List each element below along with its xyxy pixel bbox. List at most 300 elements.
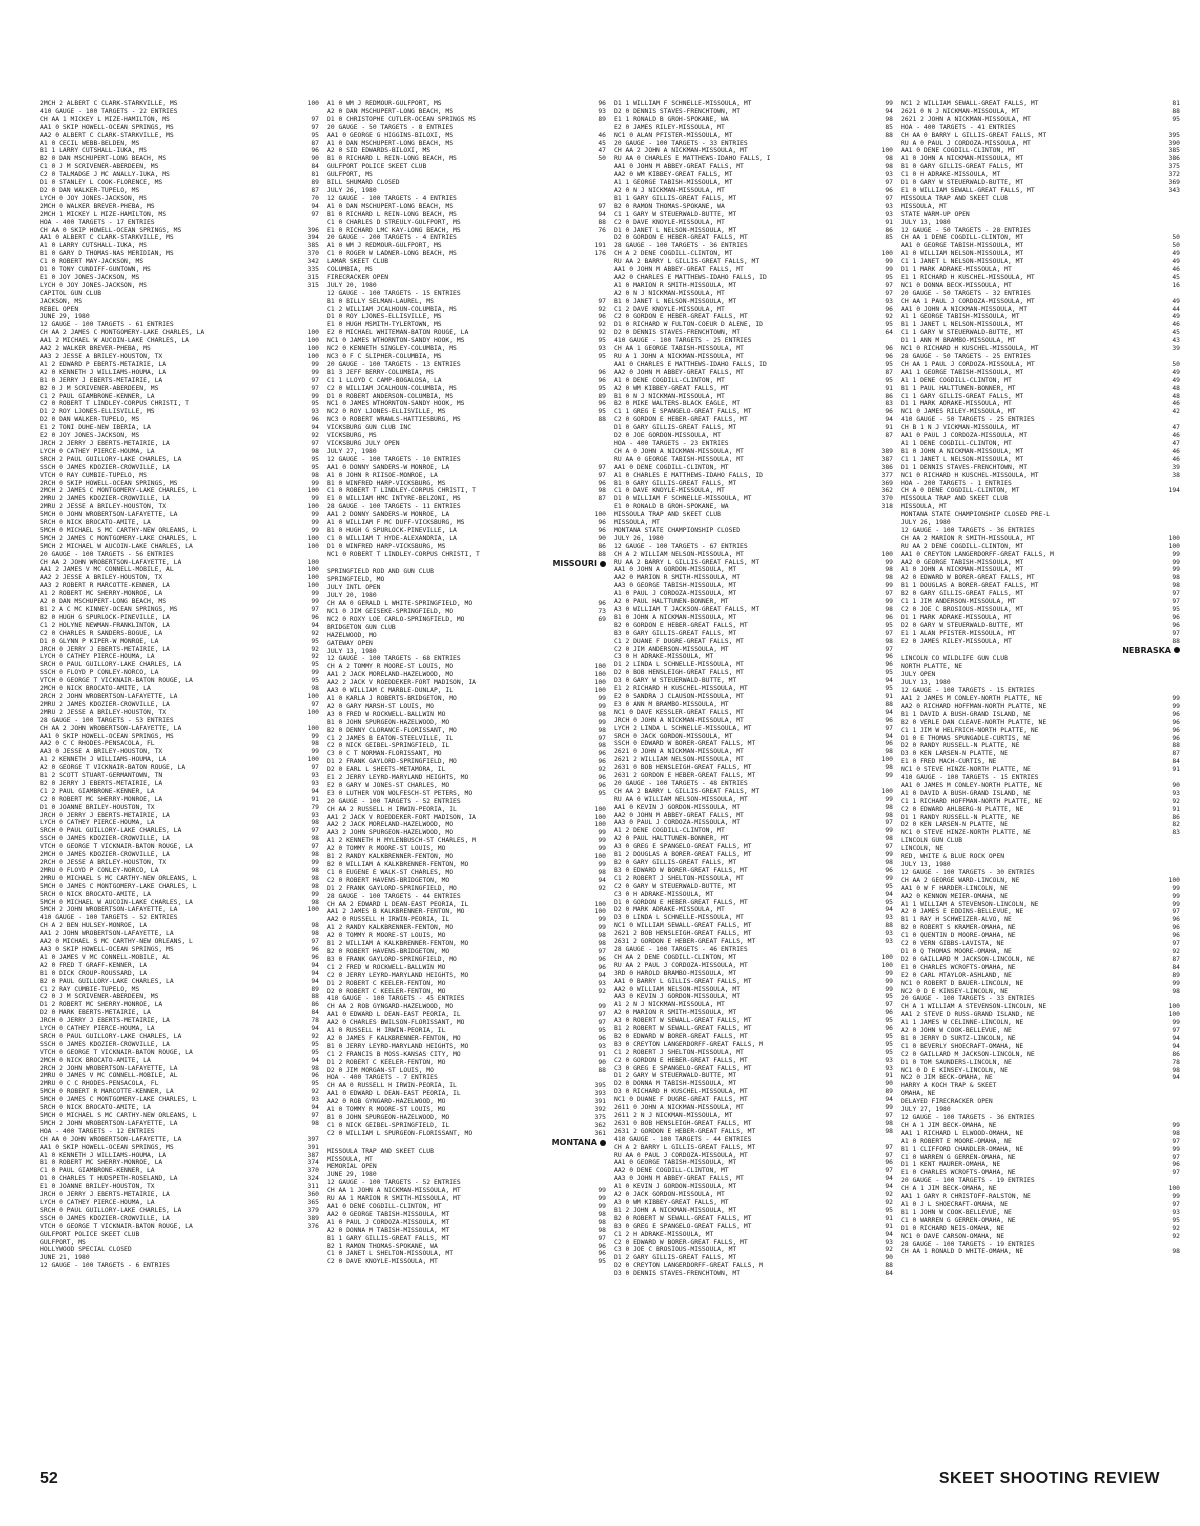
result-text: AA1 0 DENE COGDILL-CLINTON, MT — [614, 463, 729, 471]
result-text: 5MCH 2 JOHN WROBERTSON-LAFAYETTE, LA — [40, 906, 178, 914]
result-score — [588, 274, 606, 282]
result-text: B1 0 DICK CROUP-ROUSSARD, LA — [40, 969, 147, 977]
result-text: AA1 0 SKIP HOWELL-OCEAN SPRINGS, MS — [40, 732, 174, 740]
result-score: 376 — [307, 1222, 319, 1230]
result-text: 2631 0 BOB HENSLEIGH-GREAT FALLS, MT — [614, 764, 752, 772]
result-score: 99 — [311, 669, 319, 677]
result-score: 85 — [885, 234, 893, 242]
result-line — [614, 622, 893, 630]
result-line — [614, 1159, 893, 1167]
result-text: B2 0 GORDON E HEBER-GREAT FALLS, MT — [614, 621, 748, 629]
result-score: 98 — [598, 868, 606, 876]
result-line — [614, 163, 893, 171]
result-line — [901, 758, 1180, 766]
result-text: B1 1 JOHN W COOK-BELLEVUE, NE — [901, 1208, 1012, 1216]
result-score: 96 — [598, 376, 606, 384]
result-line — [614, 740, 893, 748]
result-text: AA2 0 WM KIBBEY-GREAT FALLS, MT — [614, 171, 733, 179]
result-score: 97 — [598, 947, 606, 955]
result-line — [40, 369, 319, 377]
result-line — [40, 962, 319, 970]
result-line — [901, 519, 1180, 527]
result-score: 98 — [598, 742, 606, 750]
result-text: C1 2 RAY CUMBIE-TUPELO, MS — [40, 985, 140, 993]
result-line — [901, 806, 1180, 814]
result-line — [40, 1025, 319, 1033]
result-line — [614, 1065, 893, 1073]
result-text: D1 0 CHRISTOPHE CUTLER-OCEAN SPRINGS MS — [327, 115, 476, 123]
result-line — [327, 861, 606, 869]
result-score — [1162, 495, 1180, 503]
result-score: 99 — [311, 519, 319, 527]
result-score: 98 — [311, 685, 319, 693]
result-score: 100 — [307, 100, 319, 107]
result-score: 97 — [311, 439, 319, 447]
result-line — [901, 440, 1180, 448]
result-line — [40, 1159, 319, 1167]
result-text: VTCH 0 GEORGE T VICKNAIR-BATON ROUGE, LA — [40, 1222, 193, 1230]
result-line — [614, 108, 893, 116]
result-text: CH AA 1 JOHN A NICKMAN-MISSOULA, MT — [327, 1187, 461, 1195]
result-score: 88 — [1172, 637, 1180, 645]
result-score: 99 — [885, 598, 893, 606]
result-line — [40, 1144, 319, 1152]
result-score: 92 — [885, 1198, 893, 1206]
result-score: 97 — [311, 606, 319, 613]
result-score — [1162, 869, 1180, 877]
result-line — [40, 1033, 319, 1041]
result-text: SPRINGFIELD ROD AND GUN CLUB — [327, 568, 434, 576]
result-score: 98 — [885, 637, 893, 645]
result-text: A2 0 GEORGE T VICKNAIR-BATON ROUGE, LA — [40, 764, 186, 772]
result-score: 97 — [311, 210, 319, 218]
result-line — [40, 764, 319, 772]
result-line — [327, 829, 606, 837]
result-score — [1162, 663, 1180, 671]
result-text: D1 2 GARY GILLIS-GREAT FALLS, MT — [614, 1254, 737, 1262]
result-score: 76 — [598, 226, 606, 234]
result-line — [40, 693, 319, 701]
result-score: 93 — [885, 930, 893, 938]
result-score: 96 — [598, 519, 606, 527]
result-text: D1 0 ROY LJONES-ELLISVILLE, MS — [327, 313, 442, 321]
result-text: JUNE 29, 1980 — [327, 1171, 377, 1179]
result-text: C1 1 JIM ANDERSON-MISSOULA, MT — [901, 598, 1016, 606]
result-line — [40, 179, 319, 187]
result-score: 96 — [598, 758, 606, 766]
result-score: 96 — [885, 186, 893, 194]
result-line — [614, 503, 893, 511]
result-text: B1 2 RANDY KALKBRENNER-FENTON, MO — [327, 853, 454, 861]
result-text: C2 0 WILLIAM L SPURGEON-FLORISSANT, MO — [327, 1129, 473, 1137]
result-line — [614, 480, 893, 488]
result-score: 100 — [1168, 1185, 1180, 1193]
result-line — [327, 511, 606, 519]
result-score: 96 — [885, 653, 893, 661]
result-line — [327, 845, 606, 853]
result-score: 99 — [1172, 884, 1180, 892]
result-text: B1 2 ROBERT W SEWALL-GREAT FALLS, MT — [614, 1025, 752, 1033]
result-text: JRCH 2 JERRY J EBERTS-METAIRIE, LA — [40, 439, 170, 447]
result-line — [40, 646, 319, 654]
result-text: D1 2 FRANK GAYLORD-SPRINGFIELD, MO — [327, 758, 457, 766]
result-line — [40, 242, 319, 250]
result-score: 100 — [881, 550, 893, 558]
result-line — [901, 814, 1180, 822]
result-text: AA2 0 JOHN M ABBEY-GREAT FALLS, MT — [614, 368, 744, 376]
result-text: 12 GAUGE - 100 TARGETS - 15 ENTRIES — [901, 687, 1035, 695]
result-line — [40, 385, 319, 393]
result-text: JULY 13, 1980 — [901, 861, 951, 868]
result-line — [327, 1250, 606, 1258]
result-line — [614, 1049, 893, 1057]
result-text: A1 0 J L SHOECRAFT-OMAHA, NE — [901, 1200, 1008, 1208]
result-text: C2 0 JERRY LEYRD-MARYLAND HEIGHTS, MO — [327, 971, 469, 979]
result-text: CH A 2 WILLIAM NELSON-MISSOULA, MT — [614, 550, 744, 558]
result-line — [614, 1009, 893, 1017]
result-line — [901, 655, 1180, 663]
result-line — [40, 543, 319, 551]
result-line — [40, 899, 319, 907]
result-score: 99 — [311, 511, 319, 519]
result-score: 73 — [598, 608, 606, 615]
result-line — [614, 377, 893, 385]
result-score — [1162, 195, 1180, 203]
result-text: C2 0 DAVE KNOYLE-MISSOULA, MT — [327, 1258, 438, 1266]
result-score: 92 — [598, 766, 606, 774]
result-text: A1 0 JOHN R RIISOE-MONROE, LA — [327, 471, 438, 479]
result-text: D3 0 GARY W STEUERWALD-BUTTE, MT — [614, 677, 737, 685]
result-text: C2 0 WILLIAM JCALHOUN-COLUMBIA, MS — [327, 384, 457, 392]
result-line — [327, 837, 606, 845]
result-text: C1 2 JAMES B EATON-STEELVILLE, IL — [327, 734, 454, 742]
result-score — [875, 543, 893, 551]
result-line — [327, 600, 606, 608]
result-score: 98 — [1172, 1066, 1180, 1074]
result-line — [614, 456, 893, 464]
result-line — [901, 250, 1180, 258]
result-score: 100 — [1168, 1011, 1180, 1019]
result-text: NC1 0 STEVE HINZE-NORTH PLATTE, NE — [901, 829, 1031, 837]
result-line — [901, 108, 1180, 116]
result-line — [901, 385, 1180, 393]
result-line — [327, 988, 606, 996]
result-text: A1 2 ROBERT MC SHERRY-MONROE, LA — [40, 590, 163, 598]
result-score: 84 — [885, 1270, 893, 1278]
result-line — [614, 859, 893, 867]
result-line — [327, 742, 606, 750]
result-line — [327, 495, 606, 503]
result-text: A2 0 JAMES F KALKBRENNER-FENTON, MO — [327, 1034, 461, 1042]
result-score: 98 — [311, 851, 319, 859]
result-score: 96 — [885, 716, 893, 724]
result-line — [614, 132, 893, 140]
result-line — [614, 582, 893, 590]
result-text: D1 0 CHARLES T HUDSPETH-ROSELAND, LA — [40, 1175, 178, 1183]
result-line — [614, 796, 893, 804]
result-line — [327, 132, 606, 140]
result-score: 97 — [1172, 1153, 1180, 1161]
result-line — [901, 988, 1180, 996]
result-line — [614, 1041, 893, 1049]
result-line — [614, 313, 893, 321]
result-score — [1162, 1098, 1180, 1106]
result-score: 86 — [598, 542, 606, 550]
result-line — [614, 590, 893, 598]
result-score: 97 — [598, 297, 606, 305]
result-text: C1 1 JANET L NELSON-MISSOULA, MT — [901, 455, 1024, 463]
result-score: 42 — [1172, 408, 1180, 416]
result-score: 92 — [311, 645, 319, 653]
result-text: NC1 0 RICHARD H KUSCHEL-MISSOULA, MT — [901, 345, 1039, 353]
result-score: 95 — [598, 1258, 606, 1266]
result-score — [875, 440, 893, 448]
result-text: A1 0 WILLIAM NELSON-MISSOULA, MT — [901, 250, 1024, 258]
result-line — [327, 663, 606, 671]
result-score: 95 — [311, 1080, 319, 1088]
result-score: 97 — [1172, 1027, 1180, 1035]
results-column-2 — [327, 100, 606, 1440]
result-line — [327, 116, 606, 124]
result-line — [40, 843, 319, 851]
result-line — [327, 337, 606, 345]
result-line — [901, 679, 1180, 687]
result-score: 96 — [598, 1242, 606, 1250]
result-line — [40, 669, 319, 677]
result-text: D2 0 RANDY RUSSELL-N PLATTE, NE — [901, 742, 1020, 750]
result-text: AA1 0 CHARLES E MATTHEWS-IDAHO FALLS, ID — [614, 360, 767, 368]
result-text: JULY 27, 1980 — [901, 1106, 951, 1114]
result-line — [901, 1193, 1180, 1201]
result-score: 86 — [885, 392, 893, 400]
result-score: 44 — [1172, 305, 1180, 313]
result-text: RU AA 0 GEORGE TABISH-MISSOULA, MT — [614, 455, 744, 463]
result-line — [327, 1203, 606, 1211]
result-score — [1162, 353, 1180, 361]
result-text: A2 0 GARY MARSH-ST LOUIS, MO — [327, 702, 434, 710]
result-line — [901, 703, 1180, 711]
result-text: LYCH 0 CATHEY PIERCE-HOUMA, LA — [40, 653, 155, 661]
result-line — [901, 1225, 1180, 1233]
result-line — [614, 242, 893, 250]
result-score: 99 — [885, 266, 893, 274]
result-line — [901, 877, 1180, 885]
result-line — [327, 608, 606, 616]
result-text: AA1 2 JACK MORELAND-HAZELWOOD, MO — [327, 671, 454, 679]
result-line — [614, 487, 893, 495]
result-score: 38 — [1172, 471, 1180, 479]
result-line — [40, 582, 319, 590]
result-line — [327, 400, 606, 408]
result-score: 96 — [1172, 726, 1180, 734]
result-line — [40, 306, 319, 314]
result-score: 385 — [307, 242, 319, 250]
result-score: 98 — [311, 835, 319, 843]
result-score: 93 — [885, 1056, 893, 1064]
result-line — [327, 1011, 606, 1019]
result-text: A2 0 DAN MSCHUPERT-LONG BEACH, MS — [327, 107, 454, 115]
result-text: 2MCH 2 ALBERT C CLARK-STARKVILLE, MS — [40, 100, 178, 107]
result-text: B1 2 A C MC KINNEY-OCEAN SPRINGS, MS — [40, 606, 178, 613]
result-text: CH A 2 DENE COGDILL-CLINTON, MT — [614, 250, 733, 258]
result-text: D2 0 DAN WALKER-TUPELO, MS — [40, 186, 140, 194]
result-text: CH AA 1 GEORGE TABISH-MISSOULA, MT — [614, 345, 744, 353]
result-score: 98 — [311, 882, 319, 890]
result-score: 47 — [1172, 424, 1180, 432]
result-line — [614, 1025, 893, 1033]
result-line — [327, 219, 606, 227]
result-line — [614, 717, 893, 725]
result-score: 97 — [311, 843, 319, 851]
result-text: 12 GAUGE - 100 TARGETS - 61 ENTRIES — [40, 321, 174, 329]
result-text: 12 GAUGE - 100 TARGETS - 30 ENTRIES — [901, 868, 1035, 876]
result-score: 96 — [1172, 621, 1180, 629]
result-line — [614, 329, 893, 337]
result-score: 176 — [594, 250, 606, 258]
result-line — [901, 1051, 1180, 1059]
result-text: B3 0 CREYTON LANGERDORFF-GREAT FALLS, M — [614, 1040, 763, 1048]
result-line — [40, 535, 319, 543]
result-text: C2 0 J M SCRIVENER-ABERDEEN, MS — [40, 993, 159, 1001]
results-column-3 — [614, 100, 893, 1440]
result-text: A2 0 DAN MSCHUPERT-LONG BEACH, MS — [40, 598, 167, 606]
result-text: 12 GAUGE - 100 TARGETS - 6 ENTRIES — [40, 1262, 170, 1270]
result-text: D1 0 TOM SAUNDERS-LINCOLN, NE — [901, 1058, 1012, 1066]
result-line — [901, 574, 1180, 582]
result-line — [40, 1104, 319, 1112]
result-score: 92 — [598, 321, 606, 329]
result-line — [901, 203, 1180, 211]
result-line — [614, 638, 893, 646]
result-text: B2 0 RAMON THOMAS-SPOKANE, WA — [614, 202, 725, 210]
result-line — [327, 155, 606, 163]
result-text: AA1 0 GEORGE TABISH-MISSOULA, MT — [901, 242, 1024, 250]
result-text: 28 GAUGE - 100 TARGETS - 44 ENTRIES — [327, 892, 461, 900]
result-line — [40, 250, 319, 258]
result-score: 93 — [885, 297, 893, 305]
result-score: 94 — [885, 416, 893, 424]
result-score: 97 — [598, 202, 606, 210]
result-line — [901, 1082, 1180, 1090]
result-text: 20 GAUGE - 50 TARGETS - 8 ENTRIES — [327, 123, 454, 131]
result-text: 12 GAUGE - 100 TARGETS - 68 ENTRIES — [327, 655, 461, 663]
result-line — [40, 1049, 319, 1057]
result-score: 86 — [1172, 813, 1180, 821]
result-line — [614, 1191, 893, 1199]
result-line — [327, 432, 606, 440]
result-text: C1 0 CHARLES D STREULY-GULFPORT, MS — [327, 218, 461, 226]
result-line — [327, 924, 606, 932]
result-line — [614, 140, 893, 148]
result-line — [40, 835, 319, 843]
result-line — [614, 978, 893, 986]
result-line — [614, 1207, 893, 1215]
result-text: AA1 1 RICHARD L ELWOOD-OMAHA, NE — [901, 1129, 1024, 1137]
result-text: D1 1 RANDY RUSSELL-N PLATTE, NE — [901, 813, 1020, 821]
result-line — [901, 742, 1180, 750]
result-line — [327, 1106, 606, 1114]
result-text: D2 0 EARL L SHEETS-METAMORA, IL — [327, 766, 446, 774]
result-text: D1 1 DENNIS STAVES-FRENCHTOWN, MT — [901, 463, 1028, 471]
result-text: NC1 0 JAMES WTHORNTON-SANDY HOOK, MS — [327, 337, 465, 345]
result-text: CH AA 2 EDWARD L DEAN-EAST PEORIA, IL — [327, 900, 469, 908]
result-line — [327, 798, 606, 806]
result-text: D1 2 ROBERT C KEELER-FENTON, MO — [327, 979, 446, 987]
result-score — [588, 440, 606, 448]
result-text: B1 2 DOUGLAS A BORER-GREAT FALLS, MT — [614, 851, 752, 859]
result-score: 369 — [1168, 179, 1180, 187]
result-line — [327, 408, 606, 416]
result-score: 98 — [885, 155, 893, 163]
result-line — [40, 859, 319, 867]
result-text: A1 0 DAN MSCHUPERT-LONG BEACH, MS — [327, 139, 454, 147]
result-score: 98 — [598, 710, 606, 718]
result-text: NORTH PLATTE, NE — [901, 663, 963, 671]
result-text: MISSOULA TRAP AND SKEET CLUB — [901, 495, 1008, 503]
result-text: B3 0 EDWARD W BORER-GREAT FALLS, MT — [614, 866, 748, 874]
result-score: 97 — [885, 590, 893, 598]
result-score: 100 — [307, 542, 319, 550]
result-score — [1162, 511, 1180, 519]
result-line — [901, 179, 1180, 187]
result-line — [901, 1169, 1180, 1177]
result-score — [588, 266, 606, 274]
result-text: C2 0 DAVE KNOYLE-MISSOULA, MT — [614, 218, 725, 226]
result-text: AA1 0 CREYTON LANGERDORFF-GREAT FALLS, M — [901, 550, 1054, 558]
result-score — [1162, 203, 1180, 211]
result-line — [327, 790, 606, 798]
result-line — [901, 1043, 1180, 1051]
result-line — [327, 640, 606, 648]
result-line — [327, 1219, 606, 1227]
result-line — [40, 606, 319, 614]
result-score: 97 — [885, 281, 893, 289]
result-score: 97 — [885, 724, 893, 732]
result-score: 98 — [311, 740, 319, 748]
result-text: 5MCH 0 JOHN WROBERTSON-LAFAYETTE, LA — [40, 511, 178, 519]
bullet-dot-icon — [600, 1140, 606, 1146]
result-line — [327, 377, 606, 385]
result-line — [40, 875, 319, 883]
result-line — [40, 187, 319, 195]
result-text: B1 2 JOHN A NICKMAN-MISSOULA, MT — [614, 1206, 737, 1214]
result-score: 46 — [1172, 266, 1180, 274]
result-line — [901, 306, 1180, 314]
result-score: 95 — [885, 882, 893, 890]
result-text: B1 1 GARY GILLIS-GREAT FALLS, MT — [327, 1234, 450, 1242]
result-score: 48 — [1172, 384, 1180, 392]
result-line — [901, 132, 1180, 140]
result-score: 90 — [311, 155, 319, 163]
result-score: 93 — [311, 811, 319, 819]
result-line — [40, 1254, 319, 1262]
result-line — [901, 582, 1180, 590]
result-score: 94 — [311, 424, 319, 432]
result-line — [614, 171, 893, 179]
result-text: 5MCH 0 MICHAEL S MC CARTHY-NEW ORLEANS, L — [40, 1112, 197, 1119]
result-text: 410 GAUGE - 100 TARGETS - 45 ENTRIES — [327, 995, 465, 1003]
result-text: 20 GAUGE - 100 TARGETS - 48 ENTRIES — [614, 779, 748, 787]
result-text: JULY INTL OPEN — [327, 584, 381, 592]
result-score: 100 — [881, 250, 893, 258]
result-score — [1162, 687, 1180, 695]
result-score: 49 — [1172, 258, 1180, 266]
result-score: 98 — [598, 726, 606, 734]
result-line — [901, 1217, 1180, 1225]
result-line — [40, 804, 319, 812]
result-line — [327, 632, 606, 640]
result-score: 335 — [307, 266, 319, 274]
